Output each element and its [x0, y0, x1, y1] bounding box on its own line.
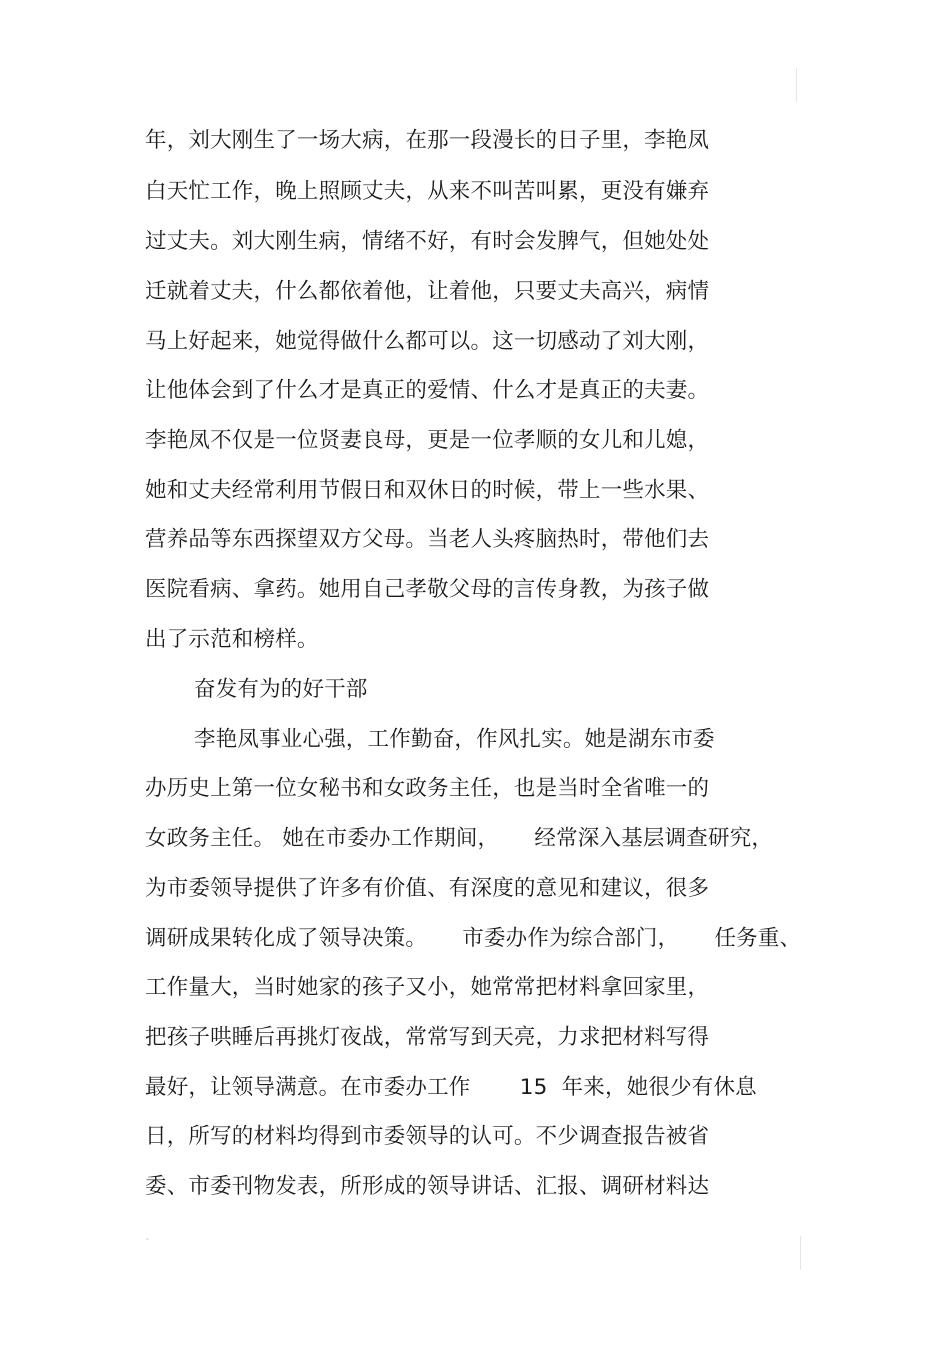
page-edge-mark-bottom: [800, 1236, 801, 1270]
text-line: 马上好起来，她觉得做什么都可以。这一切感动了刘大刚，: [145, 329, 710, 354]
text-line: 营养品等东西探望双方父母。当老人头疼脑热时，带他们去: [145, 527, 710, 552]
text-line: 医院看病、拿药。她用自己孝敬父母的言传身教，为孩子做: [145, 577, 710, 602]
text-line: 她和丈夫经常利用节假日和双休日的时候，带上一些水果、: [145, 478, 710, 503]
text-line: 年，刘大刚生了一场大病，在那一段漫长的日子里，李艳凤: [145, 128, 710, 153]
text-line: 办历史上第一位女秘书和女政务主任，也是当时全省唯一的: [145, 776, 710, 801]
text-line: 把孩子哄睡后再挑灯夜战，常常写到天亮，力求把材料写得: [145, 1025, 710, 1050]
text-line: 过丈夫。刘大刚生病，情绪不好，有时会发脾气，但她处处: [145, 229, 710, 254]
text-line: 工作量大，当时她家的孩子又小，她常常把材料拿回家里，: [145, 975, 710, 1000]
section-heading: 奋发有为的好干部: [194, 677, 368, 702]
text-line: 委、市委刊物发表，所形成的领导讲话、汇报、调研材料达: [145, 1174, 710, 1199]
text-line: 白天忙工作，晚上照顾丈夫，从来不叫苦叫累，更没有嫌弃: [145, 179, 710, 204]
text-line: 最好，让领导满意。在市委办工作 15 年来，她很少有休息: [145, 1075, 757, 1100]
text-line: 女政务主任。 她在市委办工作期间， 经常深入基层调查研究，: [145, 826, 774, 851]
text-line: 为市委领导提供了许多有价值、有深度的意见和建议，很多: [145, 876, 710, 901]
text-line: 迁就着丈夫，什么都依着他，让着他，只要丈夫高兴，病情: [145, 279, 710, 304]
page-edge-mark-top: [796, 68, 797, 102]
text-line: 李艳凤不仅是一位贤妻良母，更是一位孝顺的女儿和儿媳，: [145, 428, 710, 453]
text-line: 日，所写的材料均得到市委领导的认可。不少调查报告被省: [145, 1124, 710, 1149]
text-line: 调研成果转化成了领导决策。 市委办作为综合部门， 任务重、: [145, 926, 802, 951]
text-line: 让他体会到了什么才是真正的爱情、什么才是真正的夫妻。: [145, 378, 710, 403]
text-line: 出了示范和榜样。: [145, 627, 319, 652]
scan-speck: [146, 1238, 149, 1240]
text-line: 李艳凤事业心强，工作勤奋，作风扎实。她是湖东市委: [194, 727, 715, 752]
